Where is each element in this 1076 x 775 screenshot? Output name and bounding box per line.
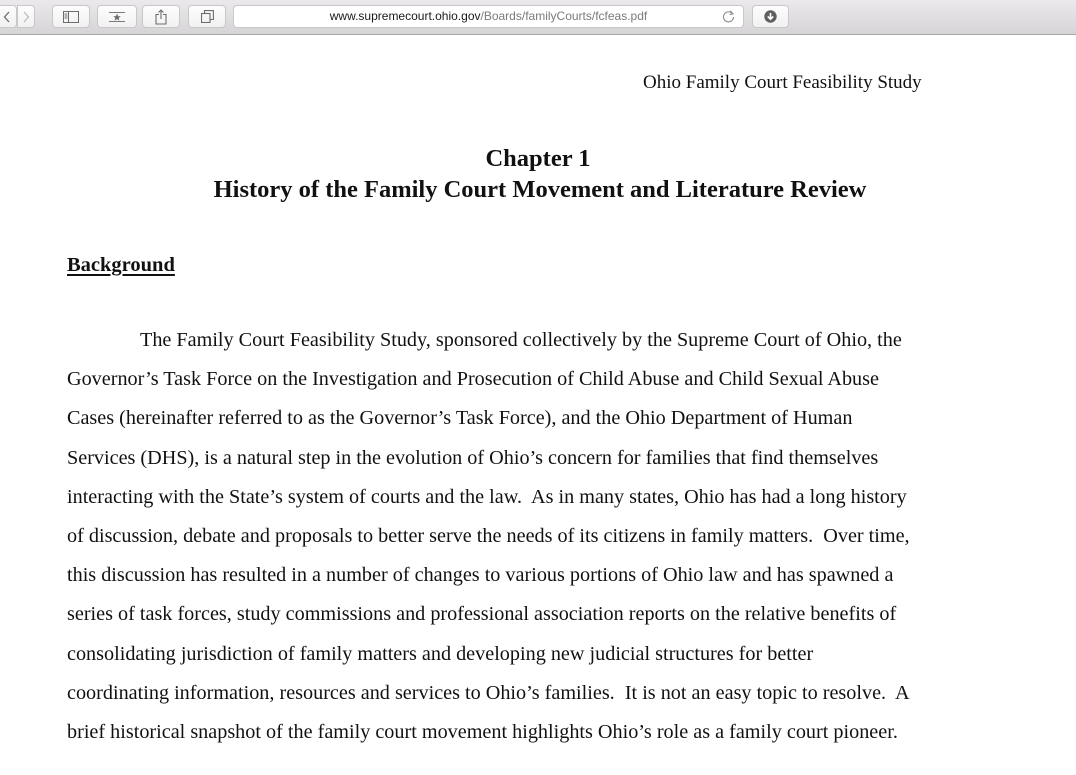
paragraph-line: Cases (hereinafter referred to as the Governor’s Task Force), and the Ohio Department of Human [67, 407, 853, 429]
back-icon [3, 11, 11, 23]
top-sites-button[interactable] [97, 5, 137, 28]
downloads-button[interactable] [752, 5, 789, 28]
browser-toolbar [0, 0, 1076, 35]
download-icon [764, 10, 777, 23]
chapter-title: History of the Family Court Movement and Literature Review [213, 176, 867, 203]
address-bar[interactable] [233, 5, 744, 28]
url-text[interactable] [234, 9, 743, 23]
share-button[interactable] [142, 5, 180, 28]
back-button[interactable] [0, 5, 17, 28]
paragraph-line: series of task forces, study commissions and professional association reports on the relative benefits of [67, 603, 897, 625]
forward-icon [22, 11, 30, 23]
paragraph-line: The Family Court Feasibility Study, sponsored collectively by the Supreme Court of Ohio, the [140, 329, 902, 351]
paragraph-line: this discussion has resulted in a number of changes to various portions of Ohio law and has spawned a [67, 564, 894, 586]
paragraph-line: of discussion, debate and proposals to better serve the needs of its citizens in family matters. Over time, [67, 525, 910, 547]
paragraph-line: Governor’s Task Force on the Investigation and Prosecution of Child Abuse and Child Sexual Abuse [67, 368, 879, 390]
paragraph-line: coordinating information, resources and services to Ohio’s families. It is not an easy topic to resolve. A [67, 682, 910, 704]
pdf-page [0, 35, 1076, 775]
paragraph-line: consolidating jurisdiction of family matters and developing new judicial structures for better [67, 643, 814, 665]
forward-button[interactable] [17, 5, 35, 28]
chapter-number: Chapter 1 [485, 145, 591, 172]
paragraph-line: Services (DHS), is a natural step in the evolution of Ohio’s concern for families that find themselves [67, 447, 879, 469]
url-domain: www.supremecourt.ohio.gov [329, 9, 481, 23]
paragraph-line: interacting with the State’s system of courts and the law. As in many states, Ohio has had a long history [67, 486, 907, 508]
url-path: /Boards/familyCourts/fcfeas.pdf [480, 9, 648, 23]
section-heading: Background [67, 254, 175, 276]
share-icon [155, 9, 167, 25]
paragraph-line: brief historical snapshot of the family court movement highlights Ohio’s role as a family court pioneer. [67, 721, 898, 743]
running-head: Ohio Family Court Feasibility Study [643, 72, 922, 93]
top-sites-icon [108, 11, 126, 23]
sidebar-button[interactable] [52, 5, 90, 28]
tabs-button[interactable] [188, 5, 226, 28]
tabs-icon [201, 10, 214, 23]
reload-icon[interactable] [722, 10, 735, 23]
sidebar-icon [63, 11, 79, 23]
